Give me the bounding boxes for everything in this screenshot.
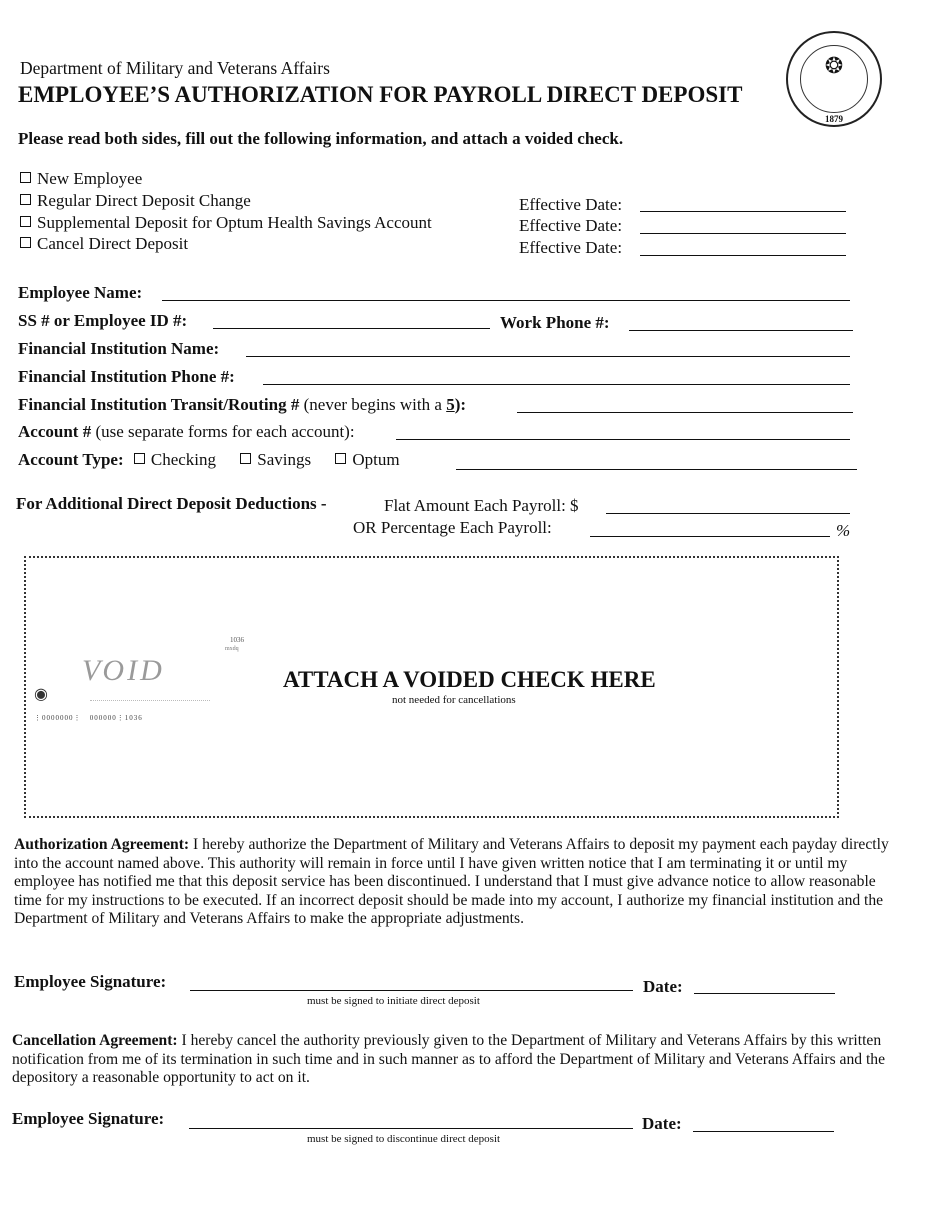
cancel-signature-field[interactable] xyxy=(189,1128,633,1129)
auth-date-label: Date: xyxy=(643,977,683,996)
percentage-field[interactable] xyxy=(590,536,830,537)
routing-field[interactable] xyxy=(517,412,853,413)
attach-check-title: ATTACH A VOIDED CHECK HERE xyxy=(283,667,656,692)
effective-date-field-2[interactable] xyxy=(640,233,846,234)
fi-phone-label: Financial Institution Phone #: xyxy=(18,367,235,386)
voided-check-sample: 1036 mxdq VOID ◉ ⋮0000000⋮ 000000⋮1036 xyxy=(34,636,244,722)
employee-name-label: Employee Name: xyxy=(18,283,143,302)
effective-date-label-2: Effective Date: xyxy=(519,216,623,235)
fi-name-label: Financial Institution Name: xyxy=(18,339,220,358)
checkbox-icon[interactable] xyxy=(134,453,145,464)
routing-label: Financial Institution Transit/Routing # (never begins with a 5): xyxy=(18,395,467,414)
auth-signature-label: Employee Signature: xyxy=(14,972,167,991)
auth-date-field[interactable] xyxy=(694,993,835,994)
checkbox-icon[interactable] xyxy=(20,237,31,248)
account-type-row: Account Type: Checking Savings Optum xyxy=(18,450,400,469)
percent-sign: % xyxy=(836,521,851,540)
auth-signature-field[interactable] xyxy=(190,990,633,991)
void-text: VOID xyxy=(82,654,165,687)
effective-date-field-3[interactable] xyxy=(640,255,846,256)
cancellation-agreement: Cancellation Agreement: I hereby cancel the authority previously given to the Department of Military and Veterans Affairs by this written notification from me of its termination in such time and in such manner as to afford the Department of Military and Veterans Affairs and the depository a reasonable opportunity to act on it. xyxy=(12,1032,886,1087)
seal-year: 1879 xyxy=(825,114,843,124)
checkbox-icon[interactable] xyxy=(20,194,31,205)
cancel-date-field[interactable] xyxy=(693,1131,834,1132)
checkbox-icon[interactable] xyxy=(240,453,251,464)
seal-emblem-icon: ❂ xyxy=(824,53,844,78)
attach-check-note: not needed for cancellations xyxy=(392,694,516,706)
employee-name-field[interactable] xyxy=(162,300,850,301)
checkbox-icon[interactable] xyxy=(335,453,346,464)
fi-name-field[interactable] xyxy=(246,356,850,357)
checkbox-icon[interactable] xyxy=(20,172,31,183)
percentage-label: OR Percentage Each Payroll: xyxy=(353,518,552,537)
effective-date-label-3: Effective Date: xyxy=(519,238,623,257)
option-cancel[interactable]: Cancel Direct Deposit xyxy=(20,234,188,254)
account-type-optum[interactable]: Optum xyxy=(335,450,399,469)
option-supplemental-optum[interactable]: Supplemental Deposit for Optum Health Savings Account xyxy=(20,213,432,233)
ss-id-field[interactable] xyxy=(213,328,490,329)
authorization-agreement: Authorization Agreement: I hereby authorize the Department of Military and Veterans Affairs to deposit my payment each payday directly into the account named above. This authority will remain in force until I have given written notice that I am terminating it or until my employee has notified me that this deposit service has been discontinued. I understand that I must give advance notice to allow reasonable time for my instructions to be executed. If an incorrect deposit should be made into my account, I authorize my financial institution and the Department of Military and Veterans Affairs to make the appropriate adjustments. xyxy=(14,836,889,928)
bank-logo-icon: ◉ xyxy=(34,686,48,703)
account-field[interactable] xyxy=(396,439,850,440)
work-phone-label: Work Phone #: xyxy=(500,313,610,332)
account-type-checking[interactable]: Checking xyxy=(134,450,216,469)
effective-date-label-1: Effective Date: xyxy=(519,195,623,214)
department-name: Department of Military and Veterans Affairs xyxy=(20,58,330,78)
checkbox-icon[interactable] xyxy=(20,216,31,227)
ss-id-label: SS # or Employee ID #: xyxy=(18,311,188,330)
deductions-label: For Additional Direct Deposit Deductions - xyxy=(16,494,327,513)
form-title: EMPLOYEE’S AUTHORIZATION FOR PAYROLL DIRECT DEPOSIT xyxy=(18,82,743,107)
flat-amount-label: Flat Amount Each Payroll: $ xyxy=(384,496,579,515)
account-label: Account # (use separate forms for each account): xyxy=(18,422,355,441)
work-phone-field[interactable] xyxy=(629,330,853,331)
cancel-date-label: Date: xyxy=(642,1114,682,1133)
option-regular-change[interactable]: Regular Direct Deposit Change xyxy=(20,191,251,211)
auth-signature-note: must be signed to initiate direct deposit xyxy=(307,995,480,1007)
fi-phone-field[interactable] xyxy=(263,384,850,385)
account-type-savings[interactable]: Savings xyxy=(240,450,311,469)
state-seal xyxy=(786,31,882,127)
cancel-signature-note: must be signed to discontinue direct deposit xyxy=(307,1133,501,1145)
flat-amount-field[interactable] xyxy=(606,513,850,514)
cancel-signature-label: Employee Signature: xyxy=(12,1109,165,1128)
effective-date-field-1[interactable] xyxy=(640,211,846,212)
instructions: Please read both sides, fill out the following information, and attach a voided check. xyxy=(18,129,624,148)
option-new-employee[interactable]: New Employee xyxy=(20,169,142,189)
account-type-field[interactable] xyxy=(456,469,857,470)
